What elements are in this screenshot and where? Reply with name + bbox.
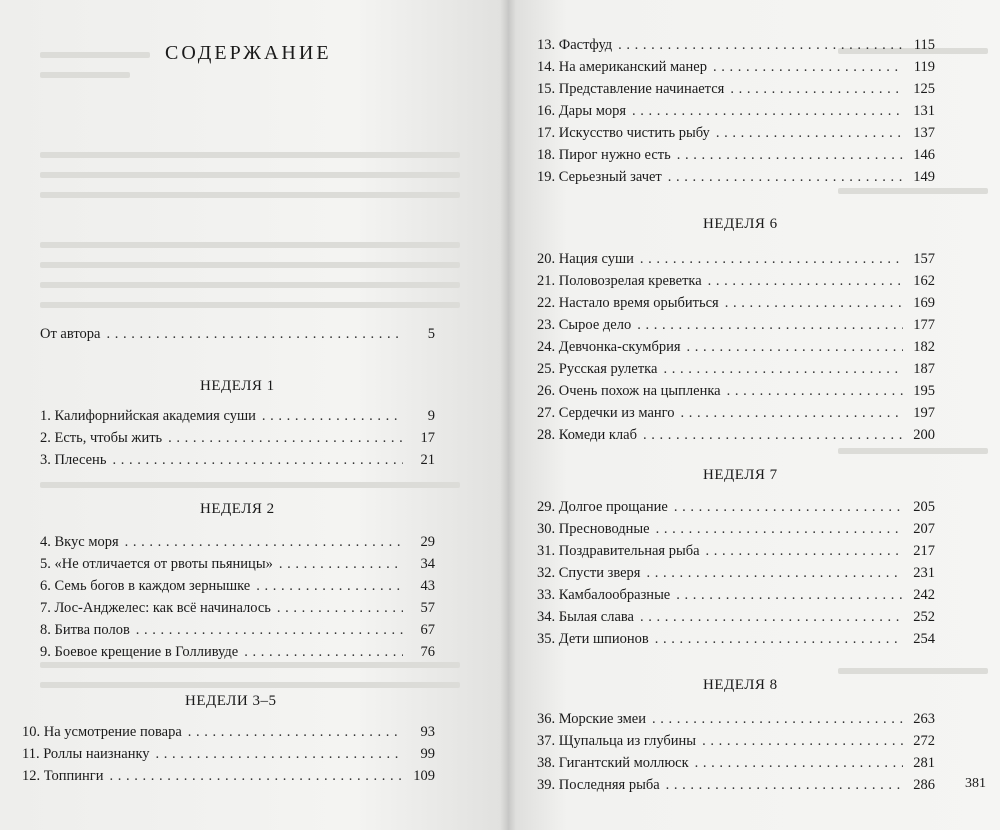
toc-entry-title: 1. Калифорнийская академия суши — [40, 408, 256, 424]
toc-entry — [537, 339, 935, 361]
toc-entry — [537, 295, 935, 317]
show-through-text — [40, 52, 150, 58]
toc-entry — [537, 383, 935, 405]
toc-entry-title: 19. Серьезный зачет — [537, 169, 662, 185]
toc-entry-page: 115 — [913, 37, 935, 53]
dot-leader — [277, 600, 403, 617]
dot-leader — [668, 169, 903, 186]
toc-entry — [537, 777, 935, 799]
toc-entry-title: 34. Былая слава — [537, 609, 634, 625]
toc-entry-page: 286 — [913, 777, 935, 793]
dot-leader — [695, 755, 903, 772]
toc-entry-author-note — [40, 326, 435, 348]
toc-entry — [537, 733, 935, 755]
dot-leader — [725, 295, 903, 312]
toc-entry-title: 27. Сердечки из манго — [537, 405, 675, 421]
toc-entry — [537, 103, 935, 125]
toc-entry-title: 6. Семь богов в каждом зернышке — [40, 578, 251, 594]
dot-leader — [708, 273, 903, 290]
toc-entry-title: 11. Роллы наизнанку — [22, 746, 150, 762]
toc-entry — [537, 273, 935, 295]
toc-entry-title: 7. Лос-Анджелес: как всё начиналось — [40, 600, 271, 616]
toc-entry — [40, 430, 435, 452]
toc-entry — [537, 251, 935, 273]
toc-entry — [537, 405, 935, 427]
toc-entry-title: 35. Дети шпионов — [537, 631, 649, 647]
toc-entry-page: 157 — [913, 251, 935, 267]
section-heading-week-7: НЕДЕЛЯ 7 — [703, 467, 778, 483]
toc-entry-page: 195 — [913, 383, 935, 399]
toc-entry — [537, 125, 935, 147]
toc-entry-title: 28. Комеди клаб — [537, 427, 637, 443]
show-through-text — [40, 192, 460, 198]
toc-entry-page: 252 — [913, 609, 935, 625]
section-heading-week-8: НЕДЕЛЯ 8 — [703, 677, 778, 693]
toc-entry-title: 20. Нация суши — [537, 251, 634, 267]
dot-leader — [677, 147, 903, 164]
dot-leader — [643, 427, 903, 444]
toc-entry — [537, 37, 935, 59]
toc-entry-page: 177 — [913, 317, 935, 333]
toc-entry-title: 15. Представление начинается — [537, 81, 725, 97]
dot-leader — [640, 251, 903, 268]
dot-leader — [640, 609, 903, 626]
toc-entry-title: 36. Морские змеи — [537, 711, 646, 727]
dot-leader — [730, 81, 903, 98]
toc-entry — [40, 578, 435, 600]
toc-entry-page: 99 — [420, 746, 435, 762]
toc-entry-page: 254 — [913, 631, 935, 647]
toc-entry-title: 33. Камбалообразные — [537, 587, 671, 603]
dot-leader — [676, 587, 903, 604]
dot-leader — [727, 383, 903, 400]
toc-entry — [537, 711, 935, 733]
show-through-text — [40, 262, 460, 268]
toc-entry-title: 24. Девчонка-скумбрия — [537, 339, 681, 355]
toc-entry-title: 39. Последняя рыба — [537, 777, 660, 793]
show-through-text — [40, 152, 460, 158]
toc-entry-page: 162 — [913, 273, 935, 289]
toc-entry — [537, 427, 935, 449]
dot-leader — [279, 556, 403, 573]
toc-entry-title: 13. Фастфуд — [537, 37, 613, 53]
dot-leader — [666, 777, 903, 794]
dot-leader — [110, 768, 403, 785]
section-heading-week-6: НЕДЕЛЯ 6 — [703, 216, 778, 232]
toc-entry-title: 30. Пресноводные — [537, 521, 650, 537]
dot-leader — [168, 430, 403, 447]
toc-entry — [537, 543, 935, 565]
toc-entry — [537, 755, 935, 777]
toc-entry — [537, 631, 935, 653]
toc-entry-page: 76 — [420, 644, 435, 660]
dot-leader — [136, 622, 403, 639]
toc-entry-title: 8. Битва полов — [40, 622, 130, 638]
dot-leader — [244, 644, 403, 661]
toc-entry — [40, 600, 435, 622]
toc-entry-title: 17. Искусство чистить рыбу — [537, 125, 710, 141]
toc-entry — [537, 317, 935, 339]
toc-entry — [22, 724, 435, 746]
toc-entry-title: 38. Гигантский моллюск — [537, 755, 689, 771]
toc-entry-title: 26. Очень похож на цыпленка — [537, 383, 721, 399]
show-through-text — [40, 242, 460, 248]
show-through-text — [838, 668, 988, 674]
toc-entry — [537, 609, 935, 631]
toc-entry-page: 93 — [420, 724, 435, 740]
toc-entry-page: 67 — [420, 622, 435, 638]
toc-entry — [22, 746, 435, 768]
toc-entry-page: 109 — [413, 768, 435, 784]
toc-entry — [40, 534, 435, 556]
dot-leader — [125, 534, 403, 551]
dot-leader — [687, 339, 903, 356]
toc-entry-title: 18. Пирог нужно есть — [537, 147, 671, 163]
toc-entry — [537, 361, 935, 383]
toc-entry-title: 14. На американский манер — [537, 59, 707, 75]
dot-leader — [674, 499, 903, 516]
toc-entry-page: 217 — [913, 543, 935, 559]
section-heading-week-2: НЕДЕЛЯ 2 — [200, 501, 275, 517]
toc-entry-title: 25. Русская рулетка — [537, 361, 658, 377]
show-through-text — [40, 72, 130, 78]
toc-entry-title: 10. На усмотрение повара — [22, 724, 182, 740]
dot-leader — [156, 746, 403, 763]
toc-entry-page: 207 — [913, 521, 935, 537]
toc-entry — [537, 81, 935, 103]
toc-entry-page: 281 — [913, 755, 935, 771]
toc-entry — [537, 521, 935, 543]
toc-entry-page: 17 — [420, 430, 435, 446]
toc-entry — [537, 147, 935, 169]
toc-entry — [537, 169, 935, 191]
toc-entry-title: 23. Сырое дело — [537, 317, 632, 333]
dot-leader — [713, 59, 903, 76]
toc-entry-title: 12. Топпинги — [22, 768, 104, 784]
toc-entry-page: 137 — [913, 125, 935, 141]
toc-entry-page: 200 — [913, 427, 935, 443]
toc-entry-page: 231 — [913, 565, 935, 581]
toc-entry — [537, 565, 935, 587]
toc-entry-title: 22. Настало время орыбиться — [537, 295, 719, 311]
toc-entry-page: 34 — [420, 556, 435, 572]
toc-entry-title: 37. Щупальца из глубины — [537, 733, 697, 749]
toc-entry-title: 5. «Не отличается от рвоты пьяницы» — [40, 556, 273, 572]
toc-entry-page: 119 — [913, 59, 935, 75]
book-gutter — [500, 0, 516, 830]
toc-entry-page: 5 — [427, 326, 435, 342]
toc-entry-page: 43 — [420, 578, 435, 594]
dot-leader — [706, 543, 903, 560]
show-through-text — [40, 172, 460, 178]
toc-entry-page: 197 — [913, 405, 935, 421]
dot-leader — [112, 452, 403, 469]
toc-entry-title: 31. Поздравительная рыба — [537, 543, 700, 559]
dot-leader — [655, 631, 903, 648]
toc-entry-title: От автора — [40, 326, 101, 342]
dot-leader — [637, 317, 903, 334]
show-through-text — [40, 282, 460, 288]
dot-leader — [663, 361, 903, 378]
dot-leader — [188, 724, 403, 741]
toc-entry — [537, 587, 935, 609]
toc-entry-title: 32. Спусти зверя — [537, 565, 641, 581]
toc-entry-title: 21. Половозрелая креветка — [537, 273, 702, 289]
toc-entry-title: 4. Вкус моря — [40, 534, 119, 550]
dot-leader — [716, 125, 903, 142]
dot-leader — [702, 733, 903, 750]
toc-entry-page: 21 — [420, 452, 435, 468]
toc-entry-title: 3. Плесень — [40, 452, 107, 468]
toc-entry — [22, 768, 435, 790]
toc-title: СОДЕРЖАНИЕ — [165, 42, 332, 64]
toc-entry — [40, 452, 435, 474]
toc-entry-page: 125 — [913, 81, 935, 97]
toc-entry-title: 9. Боевое крещение в Голливуде — [40, 644, 239, 660]
toc-entry-page: 242 — [913, 587, 935, 603]
dot-leader — [106, 326, 403, 343]
toc-entry — [40, 408, 435, 430]
toc-entry-page: 187 — [913, 361, 935, 377]
dot-leader — [256, 578, 403, 595]
dot-leader — [262, 408, 403, 425]
toc-entry-title: 2. Есть, чтобы жить — [40, 430, 163, 446]
toc-entry-page: 131 — [913, 103, 935, 119]
dot-leader — [681, 405, 904, 422]
toc-entry-page: 57 — [420, 600, 435, 616]
dot-leader — [618, 37, 903, 54]
toc-entry — [537, 59, 935, 81]
toc-entry-page: 146 — [913, 147, 935, 163]
toc-entry — [40, 622, 435, 644]
dot-leader — [632, 103, 903, 120]
dot-leader — [656, 521, 903, 538]
toc-entry — [537, 499, 935, 521]
toc-entry — [40, 556, 435, 578]
toc-entry-page: 149 — [913, 169, 935, 185]
show-through-text — [40, 302, 460, 308]
toc-entry-page: 272 — [913, 733, 935, 749]
section-heading-weeks-3-5: НЕДЕЛИ 3–5 — [185, 693, 277, 709]
toc-entry — [40, 644, 435, 666]
toc-entry-page: 169 — [913, 295, 935, 311]
toc-entry-page: 29 — [420, 534, 435, 550]
toc-entry-page: 205 — [913, 499, 935, 515]
toc-entry-page: 182 — [913, 339, 935, 355]
dot-leader — [646, 565, 903, 582]
show-through-text — [40, 682, 460, 688]
toc-entry-page: 263 — [913, 711, 935, 727]
dot-leader — [652, 711, 903, 728]
show-through-text — [40, 482, 460, 488]
toc-entry-title: 16. Дары моря — [537, 103, 627, 119]
section-heading-week-1: НЕДЕЛЯ 1 — [200, 378, 275, 394]
toc-entry-title: 29. Долгое прощание — [537, 499, 668, 515]
toc-entry-page: 9 — [427, 408, 435, 424]
page-number: 381 — [965, 776, 986, 791]
